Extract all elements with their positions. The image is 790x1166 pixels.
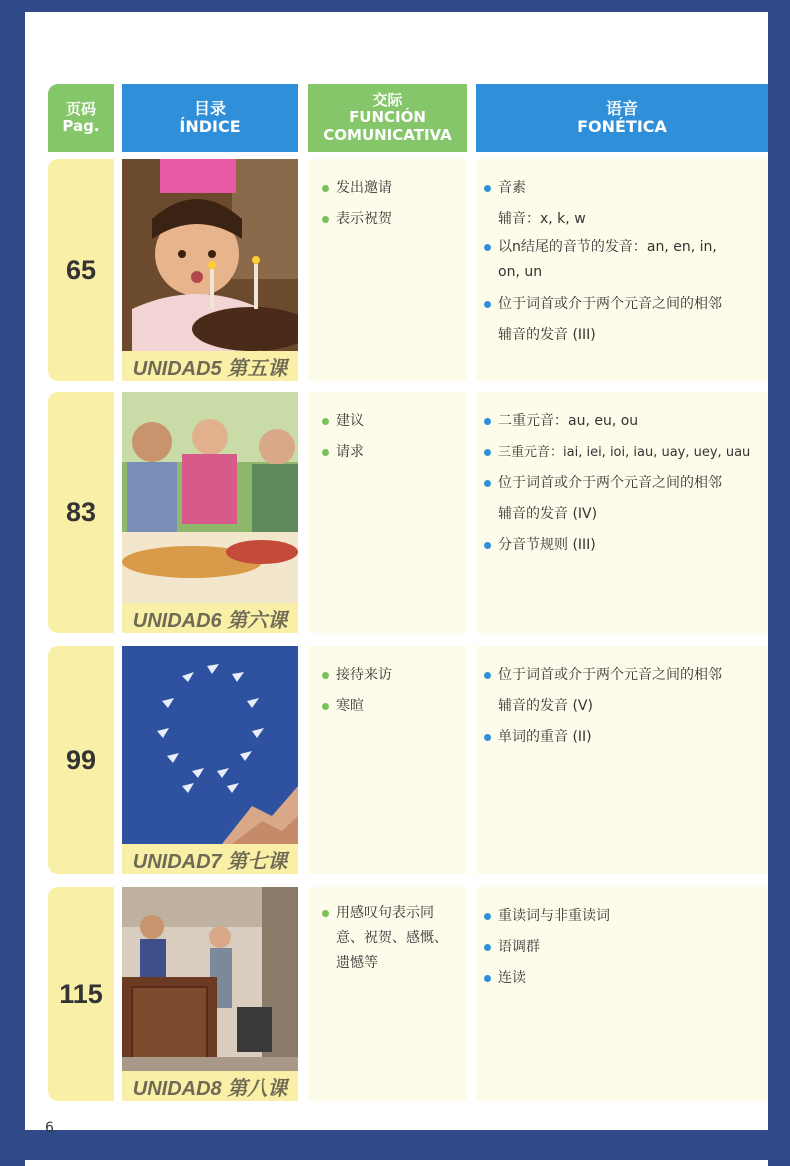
phonetics-cell bbox=[476, 646, 768, 874]
unit-thumbnail[interactable] bbox=[122, 159, 298, 381]
unit-label: UNIDAD5 第五课 bbox=[122, 351, 298, 381]
row-page-number: 83 bbox=[48, 392, 114, 633]
bullet-icon bbox=[484, 185, 491, 192]
function-text: 发出邀请 bbox=[336, 180, 392, 196]
header-function-es2: COMUNICATIVA bbox=[323, 125, 452, 144]
bullet-icon bbox=[484, 734, 491, 741]
phonetics-item bbox=[484, 932, 760, 963]
function-item bbox=[322, 406, 457, 437]
bullet-icon bbox=[484, 244, 491, 251]
function-text: 接待来访 bbox=[336, 667, 392, 683]
function-text: 遗憾等 bbox=[336, 955, 378, 971]
header-page bbox=[48, 84, 114, 152]
phonetics-item bbox=[484, 468, 760, 499]
unit-thumbnail[interactable] bbox=[122, 392, 298, 633]
header-page-cn: 页码 bbox=[65, 99, 96, 118]
phonetics-item bbox=[484, 901, 760, 932]
header-index-es: ÍNDICE bbox=[179, 117, 241, 136]
phonetics-item bbox=[484, 437, 760, 468]
function-cell bbox=[308, 646, 467, 874]
header-function bbox=[308, 84, 467, 152]
function-item bbox=[322, 437, 457, 468]
function-item bbox=[322, 691, 457, 722]
phonetics-text: 二重元音：au, eu, ou bbox=[498, 413, 639, 429]
phonetics-item bbox=[484, 320, 760, 351]
phonetics-text: 音素 bbox=[498, 180, 526, 196]
phonetics-text: on, un bbox=[498, 264, 543, 280]
function-text: 表示祝贺 bbox=[336, 211, 392, 227]
phonetics-text: 辅音：x, k, w bbox=[498, 211, 586, 227]
header-function-cn: 交际 bbox=[372, 91, 403, 110]
row-page-number: 115 bbox=[48, 887, 114, 1101]
phonetics-item bbox=[484, 722, 760, 753]
unit-thumbnail[interactable] bbox=[122, 646, 298, 874]
phonetics-item bbox=[484, 289, 760, 320]
header-phonetics-es: FONÉTICA bbox=[577, 117, 667, 136]
bullet-icon bbox=[322, 216, 329, 223]
bullet-icon bbox=[484, 542, 491, 549]
phonetics-item bbox=[484, 204, 760, 235]
phonetics-text: 位于词首或介于两个元音之间的相邻 bbox=[498, 296, 722, 312]
unit-label: UNIDAD8 第八课 bbox=[122, 1071, 298, 1101]
header-phonetics bbox=[476, 84, 768, 152]
function-item bbox=[322, 660, 457, 691]
header-function-es1: FUNCIÓN bbox=[349, 108, 426, 127]
phonetics-text: 位于词首或介于两个元音之间的相邻 bbox=[498, 667, 722, 683]
photo-hotel-reception bbox=[122, 887, 298, 1071]
bullet-icon bbox=[322, 449, 329, 456]
bullet-icon bbox=[484, 480, 491, 487]
phonetics-text: 辅音的发音 (IV) bbox=[498, 506, 598, 522]
phonetics-cell bbox=[476, 159, 768, 381]
phonetics-item bbox=[484, 173, 760, 204]
phonetics-item bbox=[484, 660, 760, 691]
phonetics-text: 语调群 bbox=[498, 939, 540, 955]
phonetics-text: 连读 bbox=[498, 970, 526, 986]
function-text: 寒暄 bbox=[336, 698, 364, 714]
bullet-icon bbox=[484, 975, 491, 982]
bullet-icon bbox=[322, 418, 329, 425]
row-page-number: 65 bbox=[48, 159, 114, 381]
function-cell bbox=[308, 159, 467, 381]
phonetics-item bbox=[484, 530, 760, 561]
function-cell bbox=[308, 887, 467, 1101]
header-index bbox=[122, 84, 298, 152]
function-text: 意、祝贺、感慨、 bbox=[336, 930, 448, 946]
bullet-icon bbox=[322, 185, 329, 192]
phonetics-item bbox=[484, 499, 760, 530]
phonetics-text: 以n结尾的音节的发音：an, en, in, bbox=[498, 239, 717, 255]
phonetics-text: 重读词与非重读词 bbox=[498, 908, 610, 924]
phonetics-text: 分音节规则 (III) bbox=[498, 537, 596, 553]
bullet-icon bbox=[484, 301, 491, 308]
page-edge bbox=[25, 1160, 768, 1166]
header-index-cn: 目录 bbox=[193, 98, 226, 118]
page-number: 6 bbox=[45, 1120, 54, 1136]
function-text: 请求 bbox=[336, 444, 364, 460]
phonetics-item bbox=[484, 691, 760, 722]
function-cell bbox=[308, 392, 467, 633]
phonetics-text: 辅音的发音 (V) bbox=[498, 698, 593, 714]
phonetics-cell bbox=[476, 392, 768, 633]
function-text: 用感叹句表示同 bbox=[336, 905, 434, 921]
unit-label: UNIDAD6 第六课 bbox=[122, 603, 298, 633]
bullet-icon bbox=[322, 703, 329, 710]
bullet-icon bbox=[322, 910, 329, 917]
photo-family-dinner bbox=[122, 392, 298, 603]
header-page-es: Pag. bbox=[62, 117, 100, 135]
header-phonetics-cn: 语音 bbox=[605, 98, 638, 118]
bullet-icon bbox=[484, 913, 491, 920]
photo-paper-planes bbox=[122, 646, 298, 844]
row-page-number: 99 bbox=[48, 646, 114, 874]
bullet-icon bbox=[484, 672, 491, 679]
phonetics-item bbox=[484, 406, 760, 437]
bullet-icon bbox=[484, 449, 491, 456]
bullet-icon bbox=[322, 672, 329, 679]
phonetics-text: 辅音的发音 (III) bbox=[498, 327, 596, 343]
phonetics-item bbox=[484, 235, 760, 285]
phonetics-cell bbox=[476, 887, 768, 1101]
unit-thumbnail[interactable] bbox=[122, 887, 298, 1101]
bullet-icon bbox=[484, 418, 491, 425]
phonetics-item bbox=[484, 963, 760, 994]
function-item bbox=[322, 901, 457, 976]
unit-label: UNIDAD7 第七课 bbox=[122, 844, 298, 874]
phonetics-text: 三重元音：iai, iei, ioi, iau, uay, uey, uau bbox=[498, 445, 751, 460]
phonetics-text: 单词的重音 (II) bbox=[498, 729, 592, 745]
function-item bbox=[322, 204, 457, 235]
photo-birthday-girl bbox=[122, 159, 298, 351]
function-text: 建议 bbox=[336, 413, 364, 429]
phonetics-text: 位于词首或介于两个元音之间的相邻 bbox=[498, 475, 722, 491]
bullet-icon bbox=[484, 944, 491, 951]
function-item bbox=[322, 173, 457, 204]
